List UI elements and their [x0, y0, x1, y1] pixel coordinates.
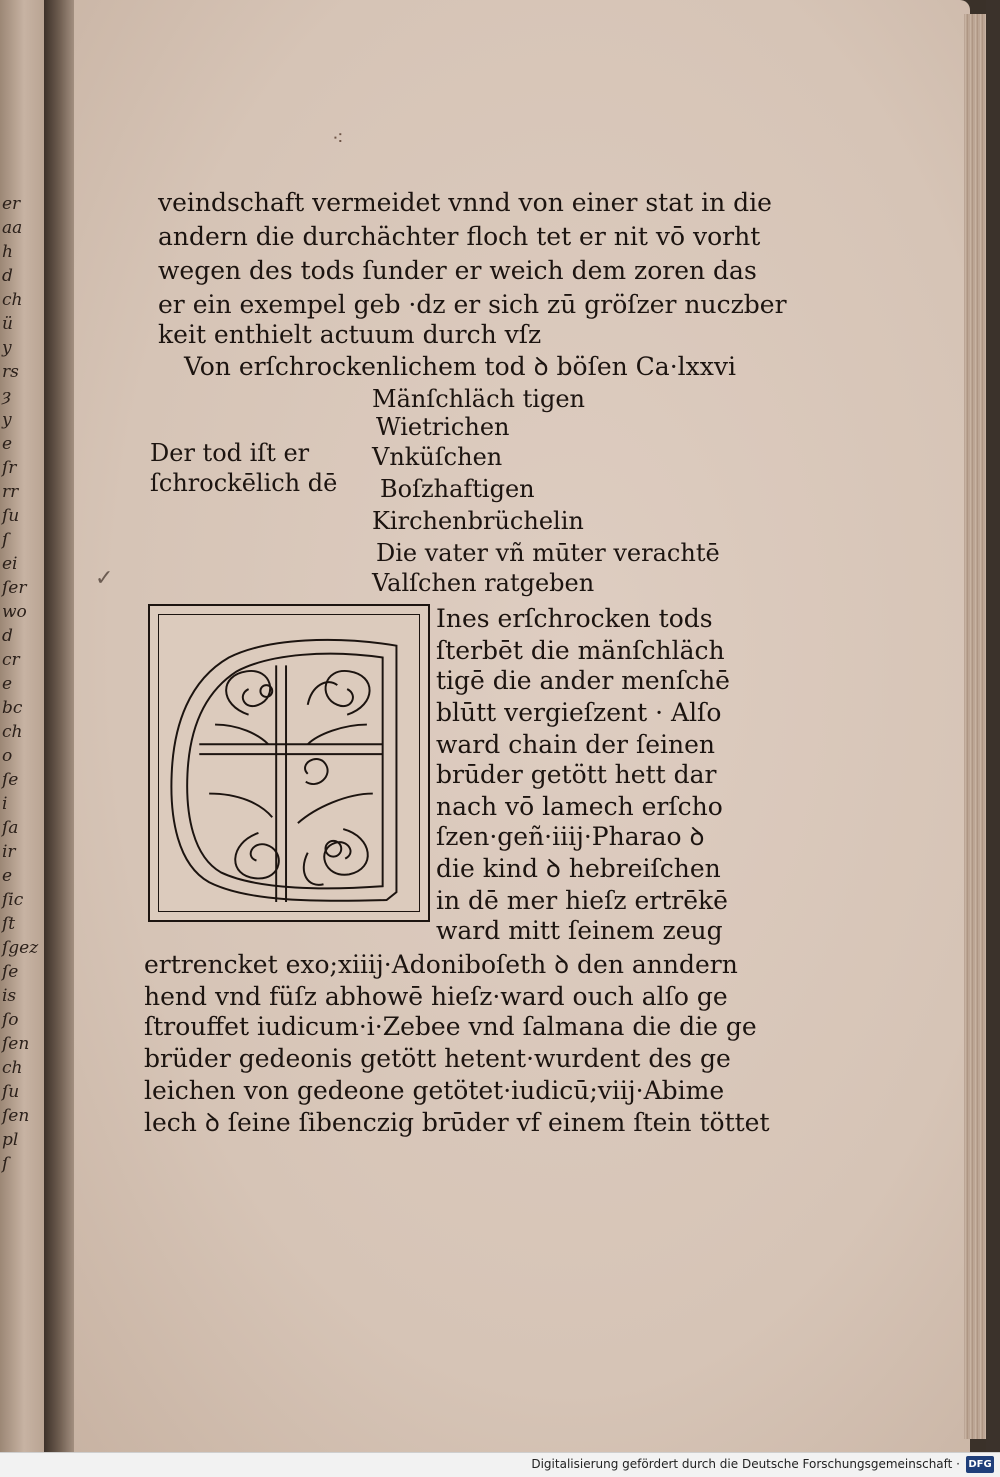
- facing-page-fragment: [0, 0, 44, 1452]
- list-item: Valſchen ratgeben: [372, 569, 595, 597]
- facing-page-text: o: [2, 746, 13, 766]
- text-line: brūder getött hett dar: [436, 760, 717, 789]
- text-line: lech ꝺ ſeine ſibenczig brūder vf einem ſtein töttet: [144, 1108, 770, 1137]
- text-line: ward mitt ſeinem zeug: [436, 916, 723, 945]
- list-item: Vnküſchen: [372, 443, 503, 471]
- facing-page-text: ir: [2, 842, 16, 862]
- facing-page-text: ſ: [2, 1154, 9, 1174]
- facing-page-text: rr: [2, 482, 19, 502]
- text-line: in dē mer hieſz ertrēkē: [436, 886, 728, 915]
- text-line: wegen des tods ſunder er weich dem zoren das: [158, 256, 757, 285]
- list-item: Kirchenbrüchelin: [372, 507, 584, 535]
- list-item: Mänſchläch tigen: [372, 385, 585, 413]
- facing-page-text: ȝ: [2, 386, 11, 406]
- dfg-logo: DFG: [966, 1456, 994, 1473]
- facing-page-text: ei: [2, 554, 18, 574]
- facing-page-text: ſen: [2, 1034, 30, 1054]
- facing-page-text: ſo: [2, 1010, 19, 1030]
- list-item: Boſzhaftigen: [380, 475, 535, 503]
- facing-page-text: d: [2, 626, 13, 646]
- facing-page-text: ſer: [2, 578, 27, 598]
- text-line: ertrencket exo;xiiij·Adoniboſeth ꝺ den anndern: [144, 950, 738, 979]
- facing-page-text: pl: [2, 1130, 19, 1150]
- facing-page-text: ch: [2, 290, 23, 310]
- facing-page-text: e: [2, 866, 13, 886]
- text-line: tigē die ander menſchē: [436, 666, 730, 695]
- text-line: ſterbēt die mänſchläch: [436, 636, 725, 665]
- facing-page-text: e: [2, 434, 13, 454]
- facing-page-text: h: [2, 242, 13, 262]
- ornate-letter-d-icon: [150, 606, 428, 920]
- text-line: die kind ꝺ hebreiſchen: [436, 854, 721, 883]
- facing-page-text: er: [2, 194, 21, 214]
- facing-page-text: ch: [2, 722, 23, 742]
- facing-page-text: ſic: [2, 890, 24, 910]
- facing-page-text: ſa: [2, 818, 19, 838]
- facing-page-text: is: [2, 986, 17, 1006]
- list-item: Die vater vñ mūter verachtē: [376, 539, 720, 567]
- scan-background: [986, 0, 1000, 1452]
- text-line: nach vō lamech erſcho: [436, 792, 723, 821]
- facing-page-text: ſe: [2, 770, 19, 790]
- funding-credit: Digitalisierung gefördert durch die Deutsche Forschungsgemeinschaft ·: [531, 1457, 960, 1471]
- text-line: blūtt vergieſzent · Alſo: [436, 698, 722, 727]
- text-line: hend vnd füſz abhowē hieſz·ward ouch alſo ge: [144, 982, 728, 1011]
- text-line: keit enthielt actuum durch vſz: [158, 320, 542, 349]
- facing-page-text: ü: [2, 314, 13, 334]
- facing-page-text: ſgez: [2, 938, 39, 958]
- facing-page-text: bc: [2, 698, 23, 718]
- facing-page-text: ſr: [2, 458, 17, 478]
- text-line: andern die durchächter floch tet er nit vō vorht: [158, 222, 761, 251]
- text-line: veindschaft vermeidet vnnd von einer stat in die: [158, 188, 772, 217]
- side-note: Der tod iſt er: [150, 439, 310, 467]
- facing-page-text: d: [2, 266, 13, 286]
- ink-stain: ⁖: [332, 126, 344, 150]
- text-line: ward chain der ſeinen: [436, 730, 715, 759]
- page-edges: [964, 14, 986, 1439]
- woodcut-initial: [148, 604, 430, 922]
- facing-page-text: wo: [2, 602, 27, 622]
- facing-page-text: y: [2, 338, 12, 358]
- pencil-checkmark-icon: ✓: [95, 566, 114, 591]
- book-gutter: [44, 0, 78, 1452]
- text-line: brüder gedeonis getött hetent·wurdent des ge: [144, 1044, 731, 1073]
- text-line: ſzen·geñ·iiij·Pharao ꝺ: [436, 822, 705, 851]
- facing-page-text: y: [2, 410, 12, 430]
- facing-page-text: ch: [2, 1058, 23, 1078]
- text-line: er ein exempel geb ·dz er sich zū gröſzer nuczber: [158, 290, 787, 319]
- footer-bar: [0, 1452, 1000, 1477]
- text-line: leichen von gedeone getötet·iudicū;viij·Abime: [144, 1076, 725, 1105]
- side-note: ſchrockēlich dē: [150, 469, 338, 497]
- facing-page-text: e: [2, 674, 13, 694]
- facing-page-text: ſ: [2, 530, 9, 550]
- facing-page-text: ſen: [2, 1106, 30, 1126]
- facing-page-text: ſu: [2, 506, 20, 526]
- list-item: Wietrichen: [376, 413, 510, 441]
- text-line: ſtrouffet iudicum·i·Zebee vnd ſalmana die die ge: [144, 1012, 757, 1041]
- facing-page-text: ſu: [2, 1082, 20, 1102]
- chapter-heading: Von erſchrockenlichem tod ꝺ böſen Ca·lxxvi: [184, 352, 736, 381]
- text-line: Ines erſchrocken tods: [436, 604, 713, 633]
- facing-page-text: i: [2, 794, 8, 814]
- facing-page-text: ſe: [2, 962, 19, 982]
- facing-page-text: aa: [2, 218, 23, 238]
- facing-page-text: cr: [2, 650, 20, 670]
- facing-page-text: rs: [2, 362, 19, 382]
- facing-page-text: ſt: [2, 914, 16, 934]
